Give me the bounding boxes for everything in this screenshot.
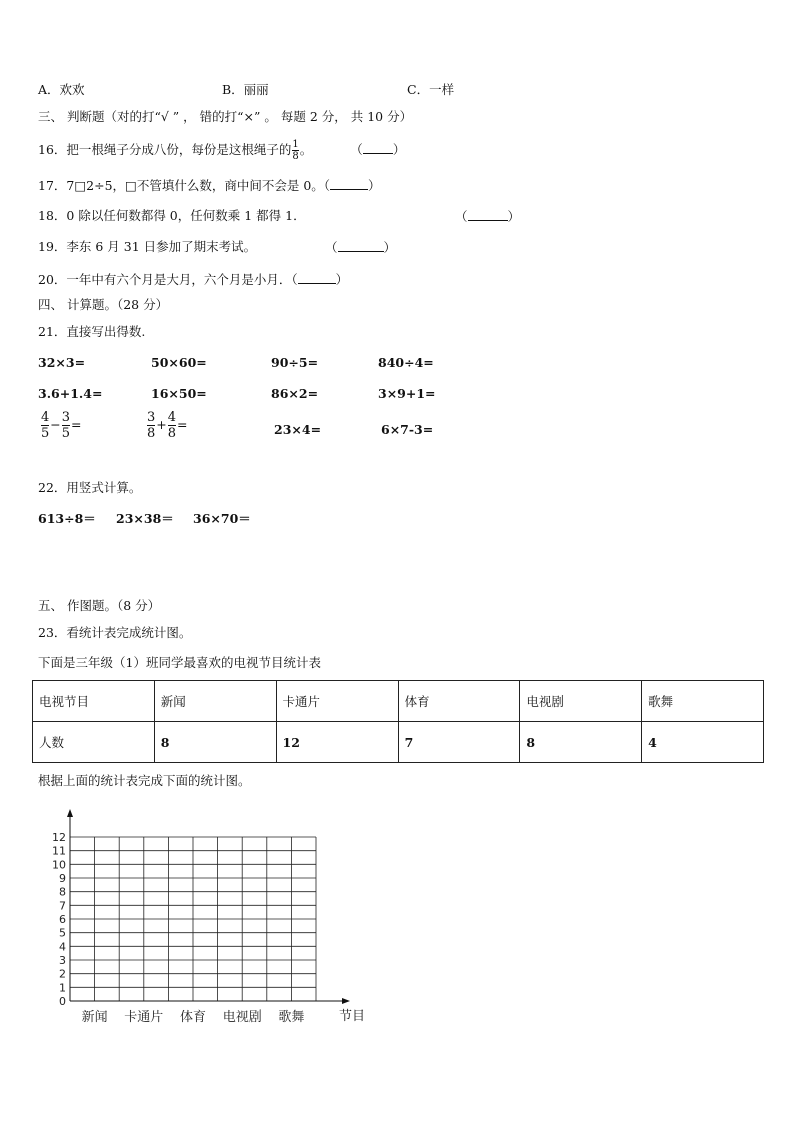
q22-title: 22．用竖式计算。: [38, 480, 142, 495]
q18-paren-open: （: [455, 209, 468, 224]
table-cell: 电视剧: [520, 681, 642, 722]
frac-den: 8: [292, 151, 299, 162]
y-tick-label: 1: [59, 981, 66, 995]
vertical-calc-item: 36×70＝: [193, 511, 251, 526]
frac-num: 1: [292, 139, 299, 150]
frac-den: 8: [167, 426, 177, 441]
y-tick-label: 12: [52, 831, 66, 844]
table-header-cell: 电视节目: [33, 681, 155, 722]
table-header-cell: 人数: [33, 722, 155, 763]
calc-item: 840÷4=: [378, 355, 434, 370]
x-tick-label: 体育: [179, 1010, 207, 1025]
y-tick-label: 4: [59, 940, 66, 954]
q19-paren-open: （: [325, 240, 338, 255]
table-cell: 体育: [398, 681, 520, 722]
table-cell: 12: [276, 722, 398, 763]
q18-answer: [455, 208, 520, 225]
frac-den: 5: [41, 426, 50, 441]
table-cell: 8: [154, 722, 276, 763]
q23-title: 23．看统计表完成统计图。: [38, 625, 192, 640]
stats-table: [32, 680, 764, 763]
frac-num: 3: [61, 410, 71, 425]
calc-item: 16×50=: [151, 386, 207, 401]
question-18: [38, 208, 306, 224]
section-4-title: 四、 计算题。（28 分）: [38, 297, 169, 312]
q16-text-post: 。: [299, 142, 313, 157]
section-3-title: 三、 判断题（对的打“√ ” ， 错的打“×” 。 每题 2 分， 共 10 分）: [38, 109, 413, 124]
table-caption: 下面是三年级（1）班同学最喜欢的电视节目统计表: [38, 655, 321, 670]
frac-num: 3: [147, 410, 156, 425]
y-tick-label: 5: [59, 926, 66, 940]
q18-paren-close: ）: [507, 209, 521, 224]
answer-blank-16[interactable]: [363, 141, 393, 154]
option-c: C．一样: [407, 82, 455, 97]
y-axis-arrow-icon: [67, 809, 73, 817]
q16-text: 16．把一根绳子分成八份，每份是这根绳子的: [38, 142, 292, 157]
x-tick-label: 新闻: [81, 1010, 108, 1025]
fraction-expression-2: [146, 410, 188, 441]
x-axis-arrow-icon: [342, 998, 350, 1004]
section-5-title: 五、 作图题。（8 分）: [38, 598, 161, 613]
answer-blank-19[interactable]: [338, 239, 384, 252]
calc-item: 23×4=: [274, 422, 322, 437]
option-b: B．丽丽: [222, 82, 269, 97]
fraction-one-eighth: [292, 139, 298, 162]
question-17: [38, 177, 381, 194]
operator: +: [156, 417, 167, 432]
calc-item: 86×2=: [271, 386, 319, 401]
calc-item: 3×9+1=: [378, 386, 436, 401]
q17-text: 17．7□2÷5，□不管填什么数，商中间不会是 0。（: [38, 178, 331, 193]
equals: =: [177, 417, 188, 432]
fraction: [41, 410, 49, 441]
q18-text: 18．0 除以任何数都得 0，任何数乘 1 都得 1．: [38, 208, 306, 223]
frac-den: 5: [61, 426, 71, 441]
vertical-calc-item: 23×38＝: [116, 511, 174, 526]
y-tick-label: 11: [52, 844, 66, 858]
y-tick-label: 9: [59, 872, 66, 885]
y-tick-label: 8: [59, 885, 66, 899]
calc-item: 50×60=: [151, 355, 207, 370]
fraction: [147, 410, 155, 441]
y-tick-label: 3: [59, 954, 66, 967]
option-a: A．欢欢: [38, 82, 85, 97]
calc-item: 3.6+1.4=: [38, 386, 103, 401]
frac-num: 4: [41, 410, 50, 425]
calc-item: 6×7-3=: [381, 422, 434, 437]
vertical-calc-item: 613÷8＝: [38, 511, 96, 526]
table-cell: 8: [520, 722, 642, 763]
answer-blank-18[interactable]: [468, 208, 508, 221]
fraction: [62, 410, 70, 441]
x-tick-label: 歌舞: [278, 1010, 305, 1025]
x-tick-label: 卡通片: [124, 1010, 164, 1025]
q16-paren-open: （: [350, 142, 363, 157]
table-cell: 卡通片: [276, 681, 398, 722]
bar-chart-grid[interactable]: [30, 805, 390, 1045]
q20-paren-close: ）: [335, 272, 349, 287]
q19-text: 19．李东 6 月 31 日参加了期末考试。: [38, 239, 257, 254]
table-cell: 歌舞: [642, 681, 764, 722]
q20-text: 20．一年中有六个月是大月，六个月是小月．（: [38, 272, 298, 287]
q19-answer: [325, 239, 396, 256]
question-16: [38, 139, 405, 162]
fraction: [168, 410, 176, 441]
table-cell: 新闻: [154, 681, 276, 722]
frac-num: 4: [167, 410, 177, 425]
y-tick-label: 10: [52, 858, 66, 872]
equals: =: [71, 417, 82, 432]
calc-item: 90÷5=: [271, 355, 319, 370]
answer-blank-20[interactable]: [298, 271, 336, 284]
y-tick-label: 6: [59, 913, 66, 926]
y-tick-label: 2: [59, 967, 66, 981]
q19-paren-close: ）: [383, 240, 397, 255]
table-cell: 4: [642, 722, 764, 763]
question-19: [38, 239, 256, 255]
fraction-expression-1: [40, 410, 82, 441]
y-tick-label: 0: [59, 995, 66, 1008]
q16-paren-close: ）: [392, 142, 406, 157]
x-tick-label: 电视剧: [222, 1010, 262, 1025]
table-row: [33, 681, 764, 722]
calc-item: 32×3=: [38, 355, 86, 370]
answer-blank-17[interactable]: [330, 177, 368, 190]
frac-den: 8: [147, 426, 156, 441]
table-cell: 7: [398, 722, 520, 763]
operator: −: [50, 417, 61, 432]
q21-title: 21．直接写出得数.: [38, 324, 146, 339]
q17-paren-close: ）: [368, 178, 381, 193]
x-axis-label: 节目: [338, 1009, 366, 1024]
y-tick-label: 7: [59, 899, 66, 913]
chart-instruction: 根据上面的统计表完成下面的统计图。: [38, 773, 251, 788]
question-20: [38, 271, 348, 288]
table-row: [33, 722, 764, 763]
